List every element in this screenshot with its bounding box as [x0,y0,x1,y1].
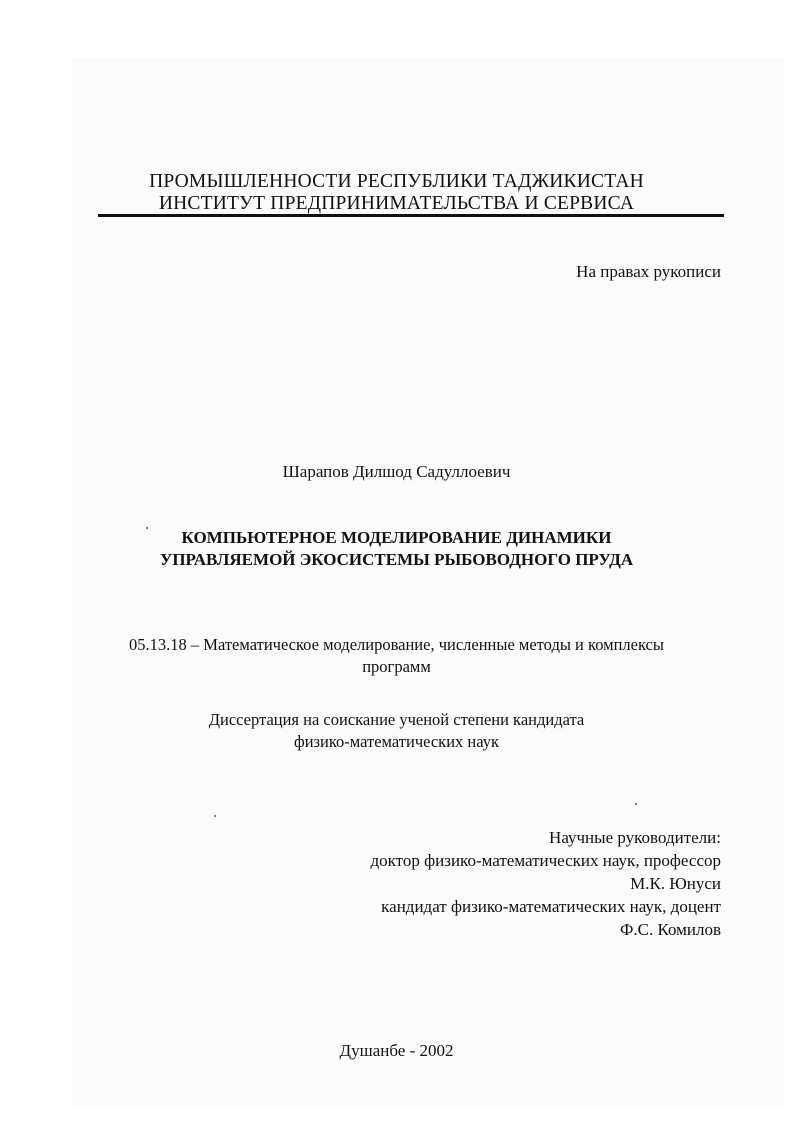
specialty-line-1: 05.13.18 – Математическое моделирование, численные методы и комплексы [129,635,664,654]
scan-speck [146,527,148,529]
supervisor-1-title: доктор физико-математических наук, профессор [370,851,721,870]
author-name: Шарапов Дилшод Садуллоевич [282,462,511,481]
supervisor-2-title: кандидат физико-математических наук, доцент [381,897,721,916]
city-year: Душанбе - 2002 [339,1041,454,1060]
scan-speck [214,815,216,817]
rights-note: На правах рукописи [576,262,721,281]
supervisors-block [370,826,721,941]
supervisor-2-name: Ф.С. Комилов [619,920,721,939]
specialty-line-2: программ [362,657,431,676]
institution-header-line-1: ПРОМЫШЛЕННОСТИ РЕСПУБЛИКИ ТАДЖИКИСТАН [149,171,644,192]
scan-speck [635,803,637,805]
degree-line-2: физико-математических наук [294,732,499,751]
supervisor-1-name: М.К. Юнуси [630,874,721,893]
degree-line-1: Диссертация на соискание ученой степени кандидата [208,710,585,729]
header-divider [98,214,724,217]
institution-header-line-2: ИНСТИТУТ ПРЕДПРИНИМАТЕЛЬСТВА И СЕРВИСА [158,193,635,214]
dissertation-title-line-1: КОМПЬЮТЕРНОЕ МОДЕЛИРОВАНИЕ ДИНАМИКИ [181,528,612,547]
supervisors-heading: Научные руководители: [549,828,721,847]
dissertation-title-line-2: УПРАВЛЯЕМОЙ ЭКОСИСТЕМЫ РЫБОВОДНОГО ПРУДА [159,550,634,569]
